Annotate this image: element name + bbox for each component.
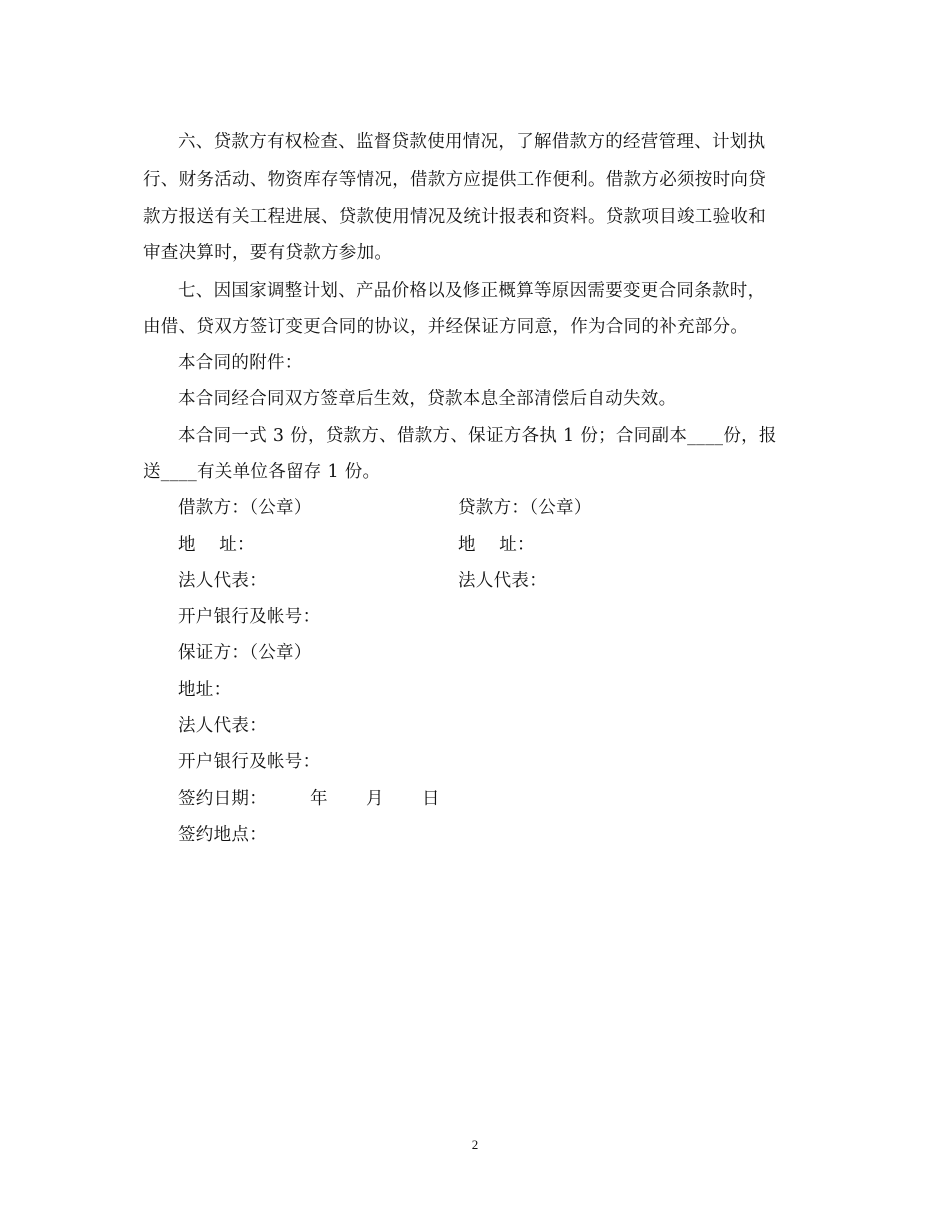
paragraph-7-line-2: 由借、贷双方签订变更合同的协议，并经保证方同意，作为合同的补充部分。 [143, 317, 749, 337]
paragraph-7-line-1: 七、因国家调整计划、产品价格以及修正概算等原因需要变更合同条款时， [178, 281, 766, 301]
page-number: 2 [471, 1137, 479, 1152]
guarantor-bank-account: 开户银行及帐号： [178, 752, 321, 772]
sign-place: 签约地点： [178, 825, 267, 845]
effective-line: 本合同经合同双方签章后生效，贷款本息全部清偿后自动失效。 [178, 389, 677, 409]
guarantor-address: 地址： [178, 680, 232, 700]
lender-legal-rep: 法人代表： [458, 571, 547, 591]
paragraph-6-line-2: 行、财务活动、物资库存等情况，借款方应提供工作便利。借款方必须按时向贷 [143, 170, 766, 190]
sign-date-year: 年 [310, 789, 328, 809]
lender-address: 地 址： [458, 535, 535, 555]
lender-seal: 贷款方：（公章） [458, 498, 592, 518]
borrower-seal: 借款方：（公章） [178, 498, 312, 518]
sign-date-month: 月 [366, 789, 384, 809]
paragraph-6-line-3: 款方报送有关工程进展、贷款使用情况及统计报表和资料。贷款项目竣工验收和 [143, 207, 766, 227]
paragraph-6-line-1: 六、贷款方有权检查、监督贷款使用情况，了解借款方的经营管理、计划执 [178, 132, 766, 152]
borrower-address: 地 址： [178, 535, 255, 555]
attachments-line: 本合同的附件： [178, 353, 303, 373]
guarantor-seal: 保证方：（公章） [178, 643, 312, 663]
copies-line-2: 送____有关单位各留存 1 份。 [143, 462, 381, 482]
sign-date-label: 签约日期： [178, 789, 267, 809]
copies-line-1: 本合同一式 3 份，贷款方、借款方、保证方各执 1 份；合同副本____份，报 [178, 426, 777, 446]
borrower-bank-account: 开户银行及帐号： [178, 607, 321, 627]
paragraph-6-line-4: 审查决算时，要有贷款方参加。 [143, 243, 393, 263]
borrower-legal-rep: 法人代表： [178, 571, 267, 591]
sign-date-day: 日 [422, 789, 440, 809]
guarantor-legal-rep: 法人代表： [178, 716, 267, 736]
